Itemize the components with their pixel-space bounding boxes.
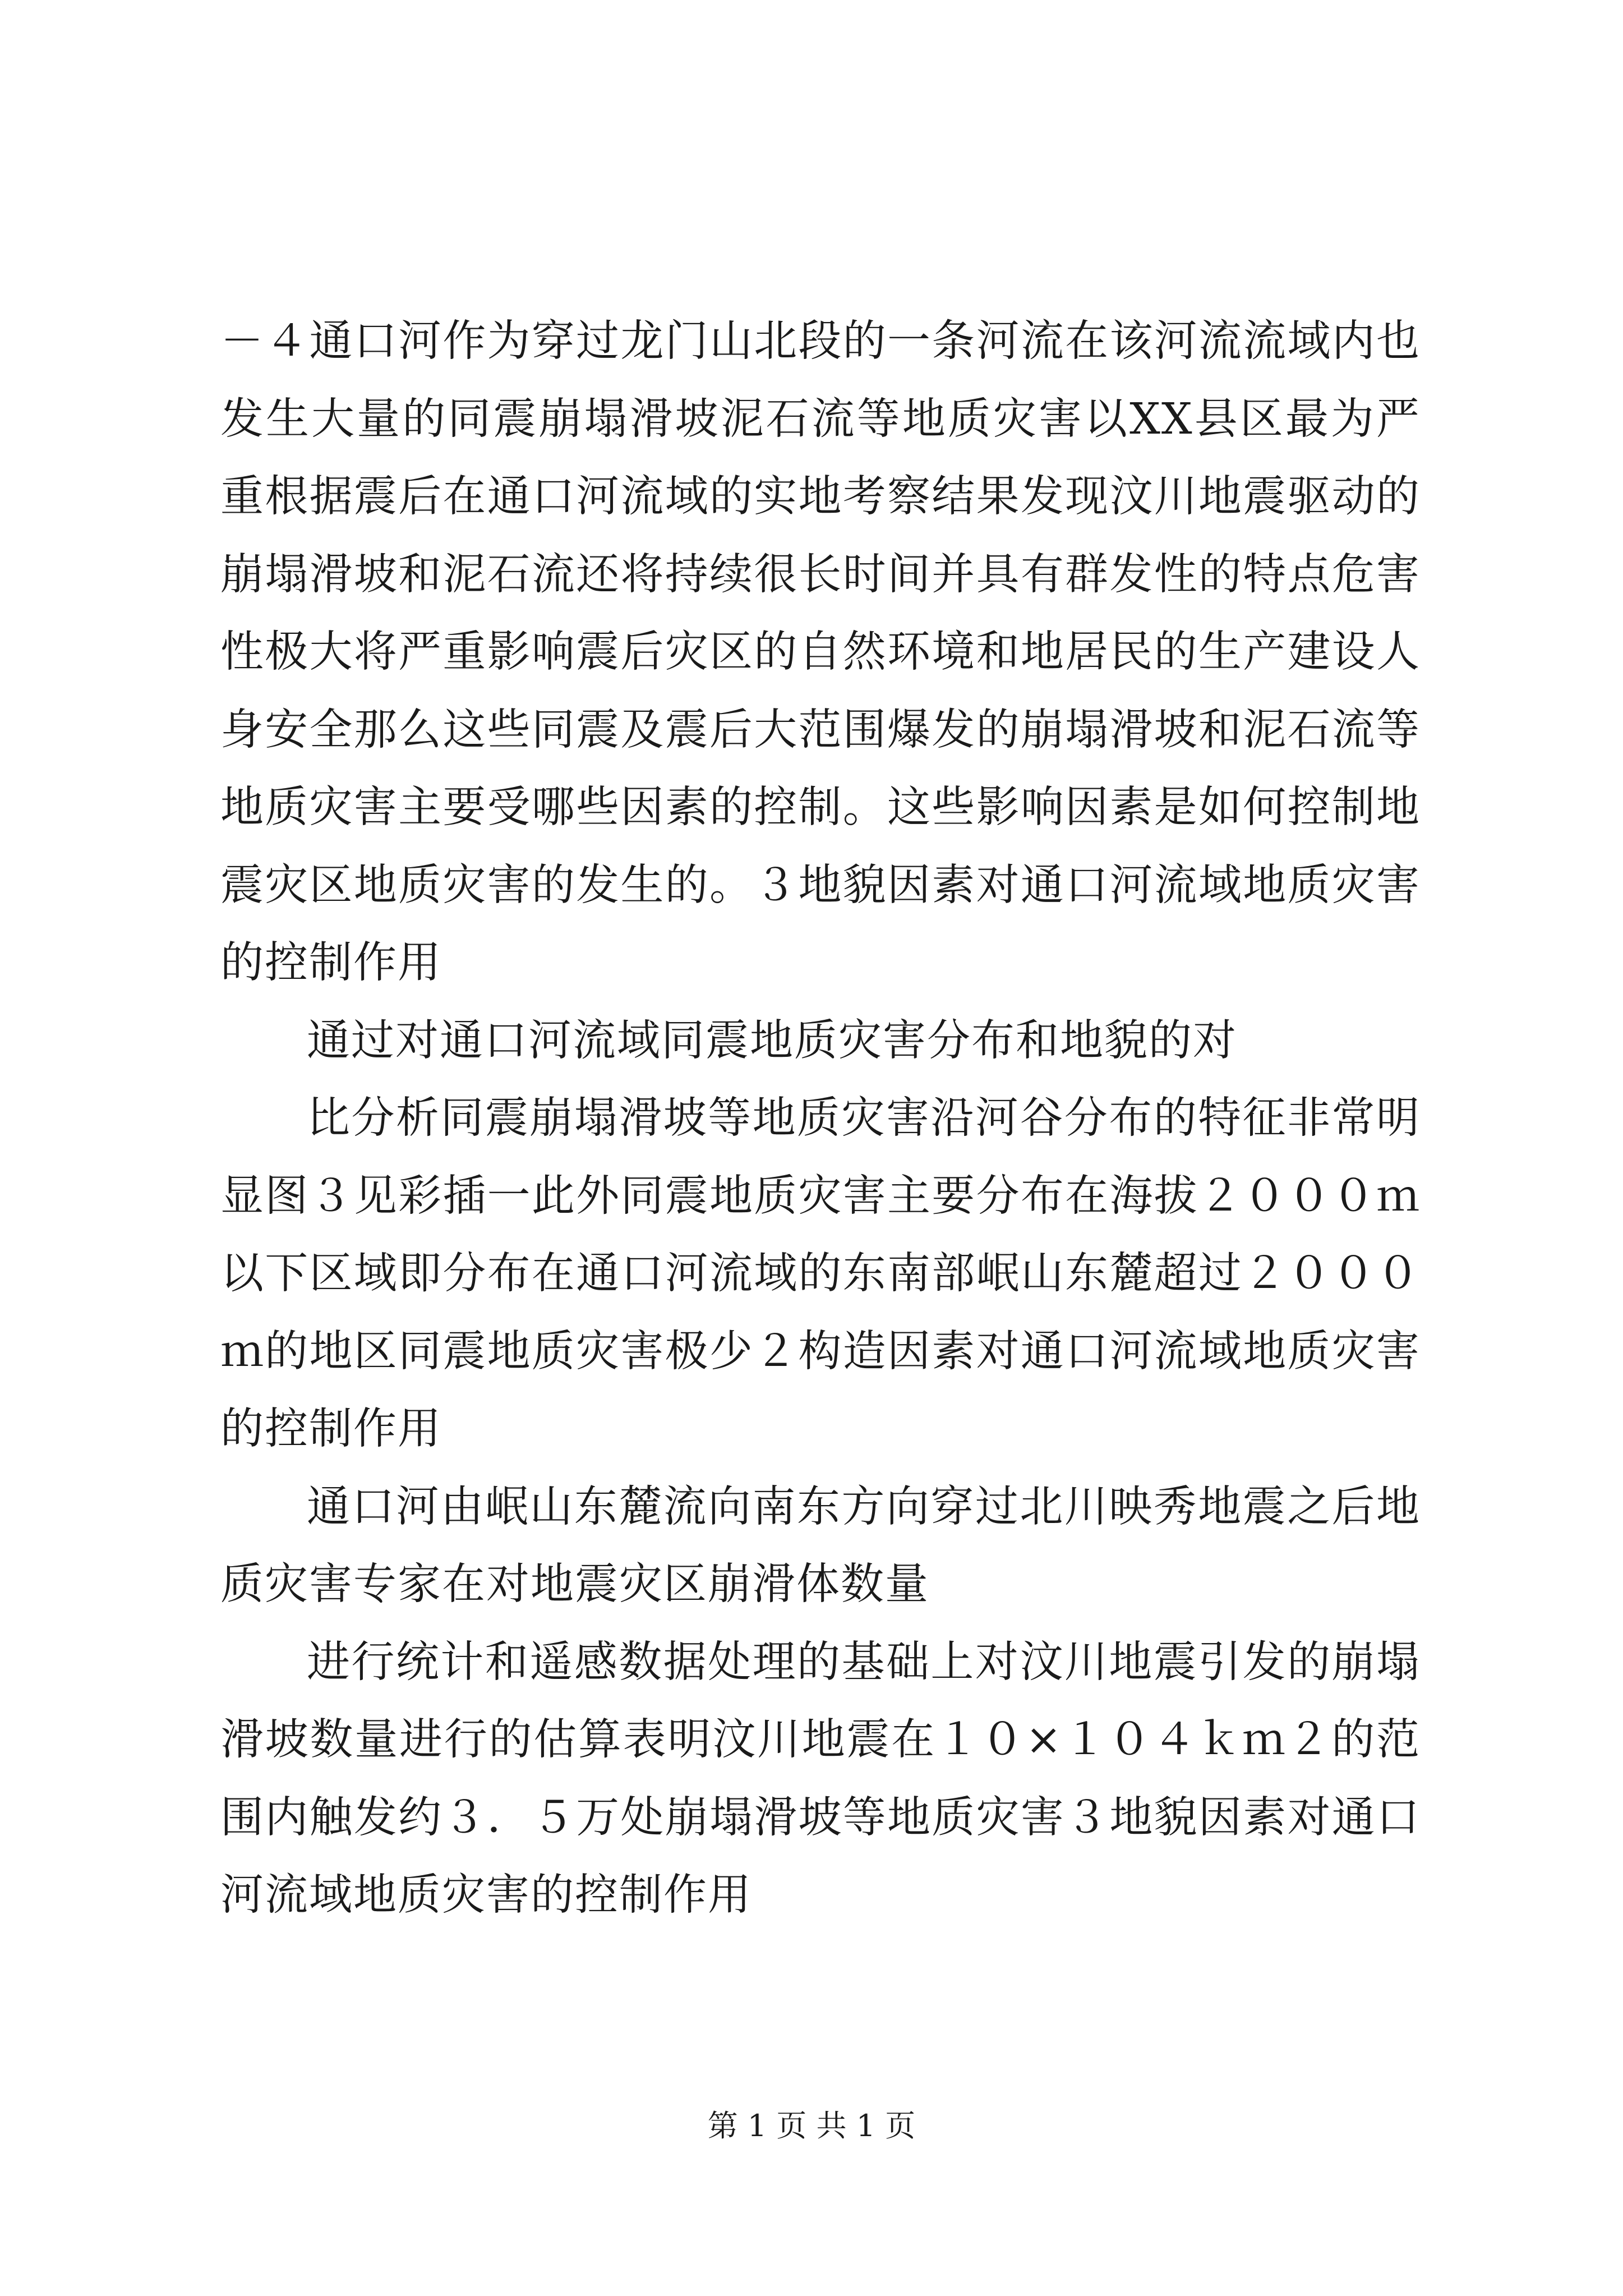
- paragraph-3: 比分析同震崩塌滑坡等地质灾害沿河谷分布的特征非常明显图３见彩插一此外同震地质灾害主要分布在海拔２０００ｍ以下区域即分布在通口河流域的东南部岷山东麓超过２０００ｍ的地区同震地质灾害极少２构造因素对通口河流域地质灾害的控制作用: [220, 1093, 1421, 1454]
- paragraph-5: 进行统计和遥感数据处理的基础上对汶川地震引发的崩塌滑坡数量进行的估算表明汶川地震在１０×１０４ｋｍ２的范围内触发约３．５万处崩塌滑坡等地质灾害３地貌因素对通口河流域地质灾害的控制作用: [220, 1637, 1421, 1920]
- paragraph-1: －４通口河作为穿过龙门山北段的一条河流在该河流流域内也发生大量的同震崩塌滑坡泥石流等地质灾害以XX县区最为严重根据震后在通口河流域的实地考察结果发现汶川地震驱动的崩塌滑坡和泥石流还将持续很长时间并具有群发性的特点危害性极大将严重影响震后灾区的自然环境和地居民的生产建设人身安全那么这些同震及震后大范围爆发的崩塌滑坡和泥石流等地质灾害主要受哪些因素的控制。这些影响因素是如何控制地震灾区地质灾害的发生的。３地貌因素对通口河流域地质灾害的控制作用: [220, 316, 1421, 988]
- page-footer: 第 1 页 共 1 页: [707, 2108, 916, 2143]
- paragraph-4: 通口河由岷山东麓流向南东方向穿过北川映秀地震之后地质灾害专家在对地震灾区崩滑体数量: [220, 1481, 1421, 1609]
- paragraph-2: 通过对通口河流域同震地质灾害分布和地貌的对: [307, 1015, 1237, 1066]
- document-body: [220, 303, 1421, 1935]
